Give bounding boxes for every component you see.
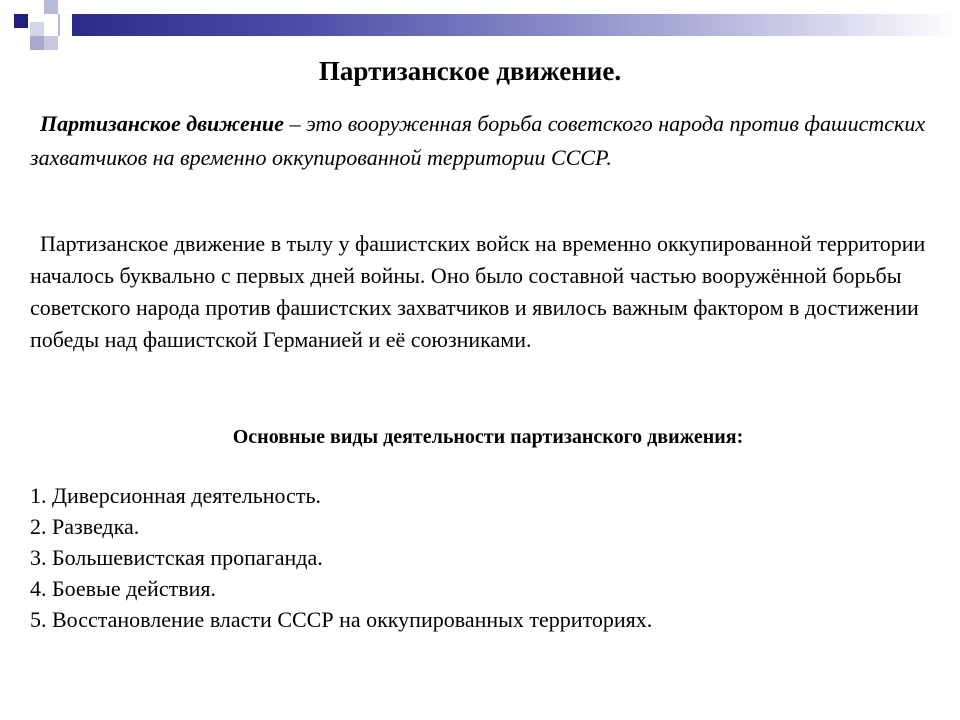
decorative-square — [30, 22, 44, 36]
list-item: 2. Разведка. — [30, 514, 140, 539]
body-paragraph: Партизанское движение в тылу у фашистских войск на временно оккупированной территории началось буквально с первых дней войны. Оно было составной частью вооружённой борьбы советского народа против фашистских захватчиков и явилось важным фактором в достижении победы над фашистской Германией и её союзниками. — [30, 231, 926, 352]
decorative-square — [30, 36, 44, 50]
list-item: 4. Боевые действия. — [30, 576, 216, 601]
decorative-square — [44, 0, 58, 14]
activities-list — [30, 480, 930, 635]
list-item: 5. Восстановление власти СССР на оккупированных территориях. — [30, 607, 653, 632]
header-gradient-band — [70, 14, 960, 36]
decorative-square — [58, 14, 72, 36]
list-item: 1. Диверсионная деятельность. — [30, 483, 321, 508]
definition-term: Партизанское движение — [40, 111, 284, 136]
definition-text: – это вооруженная борьба советского народа против фашистских захватчиков на временно оккупированной территории СССР. — [30, 111, 926, 170]
decorative-square — [44, 36, 58, 50]
decorative-square — [14, 14, 28, 28]
slide-title: Партизанское движение. — [318, 56, 622, 86]
definition-paragraph — [30, 107, 930, 175]
list-item: 3. Большевистская пропаганда. — [30, 545, 323, 570]
activities-heading: Основные виды деятельности партизанского движения: — [232, 426, 744, 448]
